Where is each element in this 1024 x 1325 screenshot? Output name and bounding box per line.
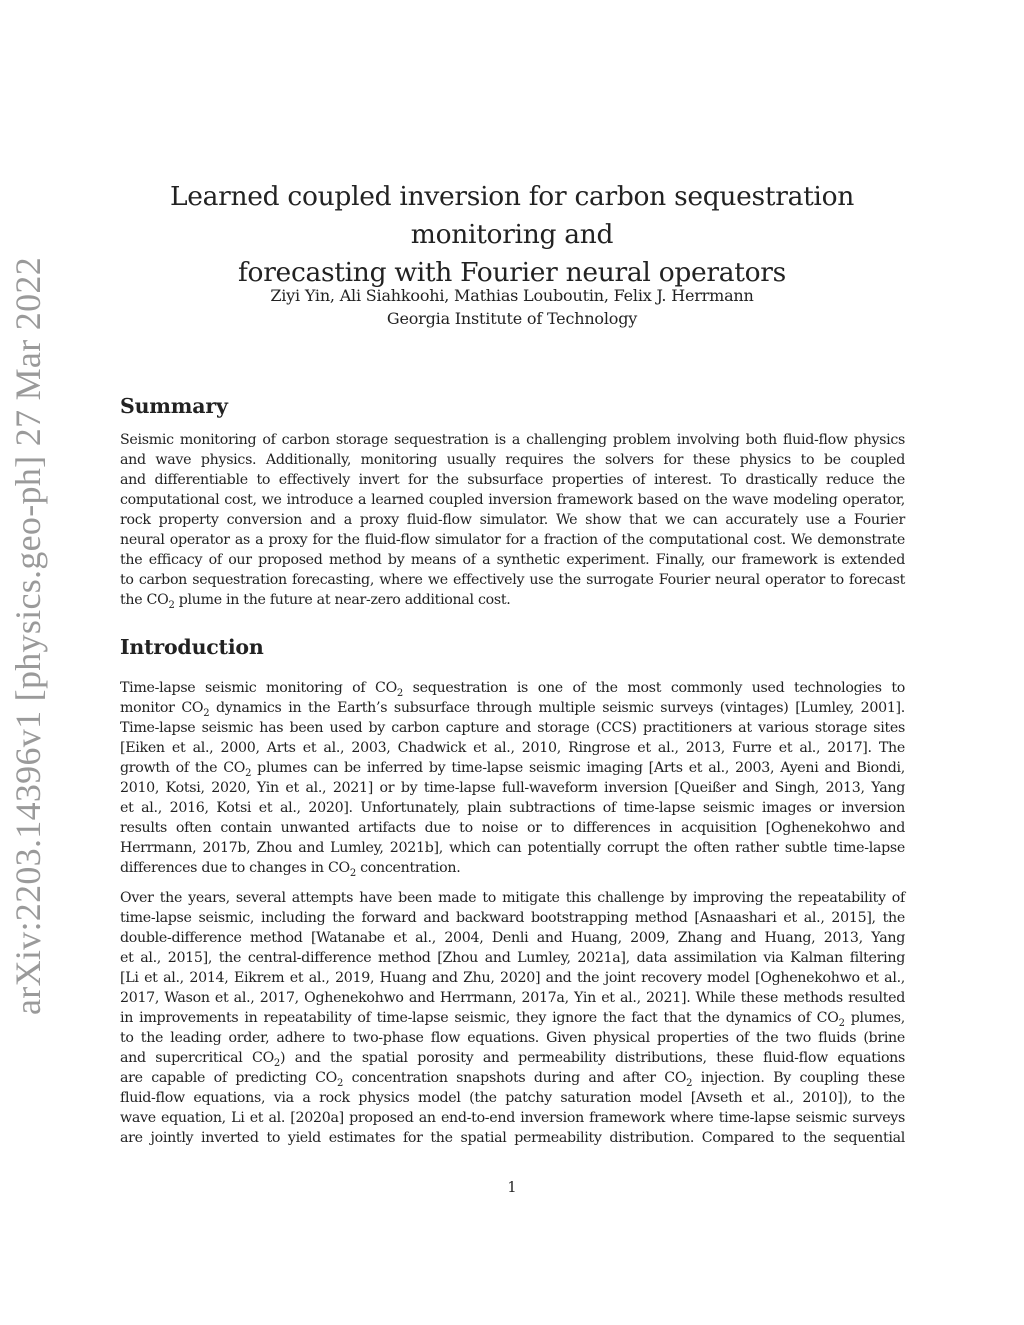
text-line: growth of the $CO_2$ plumes can be inferred by time-lapse seismic imaging [Arts et al., 2003, Ayeni and Biondi,	[120, 760, 905, 779]
text-line: monitor $CO_2$ dynamics in the Earth’s subsurface through multiple seismic surveys (vintages) [Lumley, 2001].	[120, 700, 905, 719]
text-line: to the leading order, adhere to two-phase flow equations. Given physical properties of the two fluids (brine	[120, 1030, 905, 1046]
text-line: double-difference method [Watanabe et al., 2004, Denli and Huang, 2009, Zhang and Huang, 2013, Yang	[120, 930, 905, 946]
text-line: computational cost, we introduce a learned coupled inversion framework based on the wave modeling operator,	[120, 492, 905, 508]
introduction-paragraph-2	[120, 888, 905, 1148]
arxiv-identifier: arXiv:2203.14396v1 [physics.geo-ph] 27 Mar 2022	[8, 257, 48, 1015]
text-line: rock property conversion and a proxy fluid-flow simulator. We show that we can accurately use a Fourier	[120, 512, 905, 528]
text-line: neural operator as a proxy for the fluid-flow simulator for a fraction of the computational cost. We demonstrate	[120, 532, 905, 548]
text-line: time-lapse seismic, including the forward and backward bootstrapping method [Asnaashari et al., 2015], the	[120, 910, 905, 926]
text-line: 2017, Wason et al., 2017, Oghenekohwo and Herrmann, 2017a, Yin et al., 2021]. While these methods resulted	[120, 990, 905, 1006]
text-line: [Li et al., 2014, Eikrem et al., 2019, Huang and Zhu, 2020] and the joint recovery model [Oghenekohwo et al.,	[120, 970, 905, 986]
text-line: Time-lapse seismic monitoring of $CO_2$ sequestration is one of the most commonly used technologies to	[120, 680, 905, 699]
affiliation: Georgia Institute of Technology	[386, 309, 638, 328]
summary-paragraph	[120, 430, 905, 610]
title-line: forecasting with Fourier neural operators	[238, 257, 786, 288]
introduction-paragraph-1	[120, 678, 905, 878]
text-line: results often contain unwanted artifacts due to noise or to differences in acquisition [Oghenekohwo and	[120, 820, 905, 836]
text-line: are jointly inverted to yield estimates for the spatial permeability distribution. Compared to the sequential	[120, 1130, 905, 1146]
text-line: in improvements in repeatability of time-lapse seismic, they ignore the fact that the dynamics of $CO_2$ plumes,	[120, 1010, 905, 1029]
text-line: and differentiable to effectively invert for the subsurface properties of interest. To drastically reduce the	[120, 472, 905, 488]
text-line: the $CO_2$ plume in the future at near-zero additional cost.	[120, 592, 511, 611]
text-line: and wave physics. Additionally, monitoring usually requires the solvers for these physics to be coupled	[120, 452, 905, 468]
paper-title	[100, 178, 924, 292]
text-line: Time-lapse seismic has been used by carbon capture and storage (CCS) practitioners at various storage sites	[120, 720, 905, 736]
text-line: et al., 2016, Kotsi et al., 2020]. Unfortunately, plain subtractions of time-lapse seismic images or inversion	[120, 800, 905, 816]
author-block	[100, 284, 924, 330]
text-line: and supercritical $CO_2$) and the spatial porosity and permeability distributions, these fluid-flow equations	[120, 1050, 905, 1069]
text-line: fluid-flow equations, via a rock physics model (the patchy saturation model [Avseth et al., 2010]), to the	[120, 1090, 905, 1106]
text-line: et al., 2015], the central-difference method [Zhou and Lumley, 2021a], data assimilation via Kalman filtering	[120, 950, 905, 966]
text-line: Over the years, several attempts have been made to mitigate this challenge by improving the repeatability of	[120, 890, 905, 906]
text-line: to carbon sequestration forecasting, where we effectively use the surrogate Fourier neural operator to forecast	[120, 572, 905, 588]
introduction-heading: Introduction	[120, 635, 264, 659]
text-line: are capable of predicting $CO_2$ concentration snapshots during and after $CO_2$ injection. By coupling these	[120, 1070, 905, 1089]
author-list: Ziyi Yin, Ali Siahkoohi, Mathias Louboutin, Felix J. Herrmann	[270, 286, 754, 305]
title-line: Learned coupled inversion for carbon sequestration monitoring and	[169, 181, 855, 250]
summary-heading: Summary	[120, 394, 228, 418]
page-number: 1	[507, 1180, 517, 1196]
text-line: differences due to changes in $CO_2$ concentration.	[120, 860, 461, 879]
text-line: [Eiken et al., 2000, Arts et al., 2003, Chadwick et al., 2010, Ringrose et al., 2013, Furre et al., 2017]. The	[120, 740, 905, 756]
text-line: wave equation, Li et al. [2020a] proposed an end-to-end inversion framework where time-lapse seismic surveys	[120, 1110, 905, 1126]
text-line: Herrmann, 2017b, Zhou and Lumley, 2021b], which can potentially corrupt the often rather subtle time-lapse	[120, 840, 905, 856]
text-line: the efficacy of our proposed method by means of a synthetic experiment. Finally, our framework is extended	[120, 552, 905, 568]
text-line: Seismic monitoring of carbon storage sequestration is a challenging problem involving both fluid-flow physics	[120, 432, 905, 448]
text-line: 2010, Kotsi, 2020, Yin et al., 2021] or by time-lapse full-waveform inversion [Queißer and Singh, 2013, Yang	[120, 780, 905, 796]
